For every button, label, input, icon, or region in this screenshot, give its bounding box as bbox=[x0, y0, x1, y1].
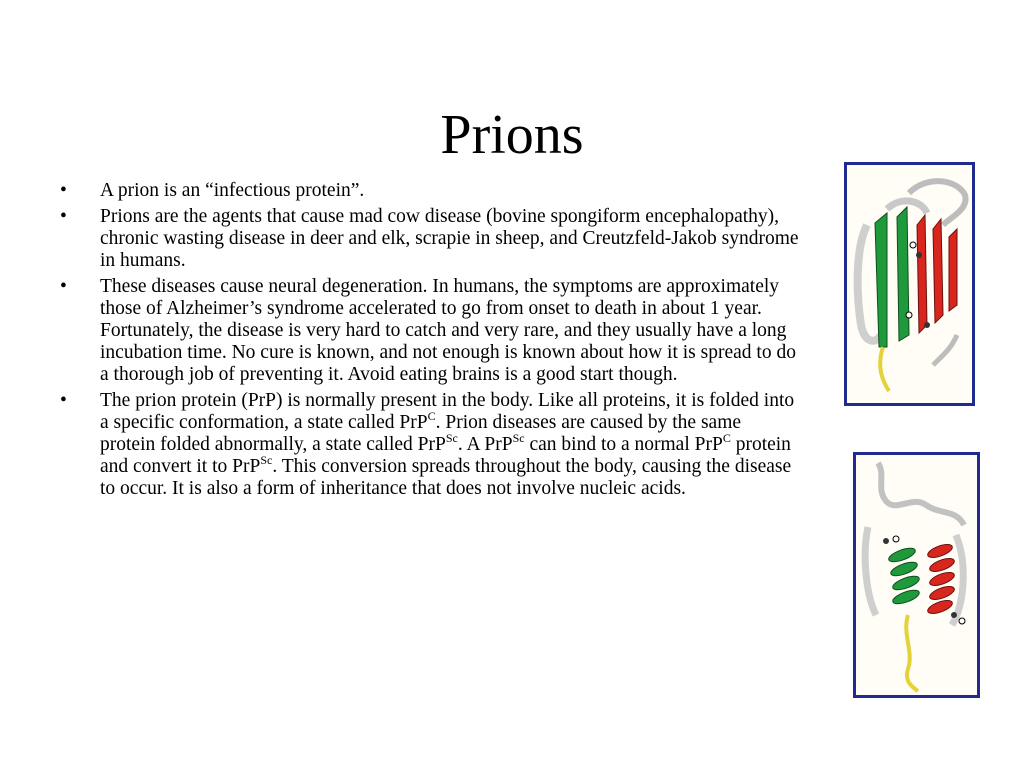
bullet-marker: • bbox=[60, 206, 67, 227]
bullet-text bbox=[100, 180, 364, 201]
protein-ribbon-alpha-helix-icon bbox=[856, 455, 977, 695]
superscript: C bbox=[427, 409, 436, 423]
bullet-text bbox=[100, 390, 794, 499]
bullet-item bbox=[60, 180, 800, 202]
text-run: A prion is an “infectious protein”. bbox=[100, 180, 365, 201]
bullet-marker: • bbox=[60, 276, 67, 297]
text-run: . Prion diseases are caused by the same protein folded abnormally, a state called PrP bbox=[100, 412, 742, 455]
superscript: Sc bbox=[445, 431, 458, 445]
text-run: Prions are the agents that cause mad cow disease (bovine spongiform encephalopathy), chronic wasting disease in deer and elk, scrapie in sheep, and Creutzfeld-Jakob syndrome in humans. bbox=[100, 206, 799, 271]
prion-helix-structure-image bbox=[853, 452, 980, 698]
prion-sheet-structure-image bbox=[844, 162, 975, 406]
text-run: These diseases cause neural degeneration. In humans, the symptoms are approximately those of Alzheimer’s syndrome accelerated to go from onset to death in about 1 year. Fortunately, the disease is very hard to catch and very rare, and they usually have a long incubation time. No cure is known, and not enough is known about how it is spread to do a thorough job of preventing it. Avoid eating brains is a good start though. bbox=[100, 276, 796, 385]
text-run: can bind to a normal PrP bbox=[524, 434, 723, 455]
bullet-marker: • bbox=[60, 180, 67, 201]
slide-title: Prions bbox=[440, 104, 584, 166]
protein-ribbon-beta-sheet-icon bbox=[847, 165, 972, 403]
bullet-text bbox=[100, 206, 799, 271]
bullet-item bbox=[60, 276, 800, 386]
bullet-list bbox=[60, 180, 800, 504]
superscript: Sc bbox=[512, 431, 525, 445]
text-run: . This conversion spreads throughout the body, causing the disease to occur. It is also a form of inheritance that does not involve nucleic acids. bbox=[100, 456, 792, 499]
bullet-item bbox=[60, 206, 800, 272]
bullet-item bbox=[60, 390, 800, 500]
text-run: protein and convert it to PrP bbox=[100, 434, 791, 477]
superscript: C bbox=[722, 431, 731, 445]
bullet-text bbox=[100, 276, 796, 385]
text-run: The prion protein (PrP) is normally present in the body. Like all proteins, it is folded into a specific conformation, a state called PrP bbox=[100, 390, 795, 433]
superscript: Sc bbox=[260, 453, 273, 467]
bullet-marker: • bbox=[60, 390, 67, 411]
text-run: . A PrP bbox=[457, 434, 513, 455]
